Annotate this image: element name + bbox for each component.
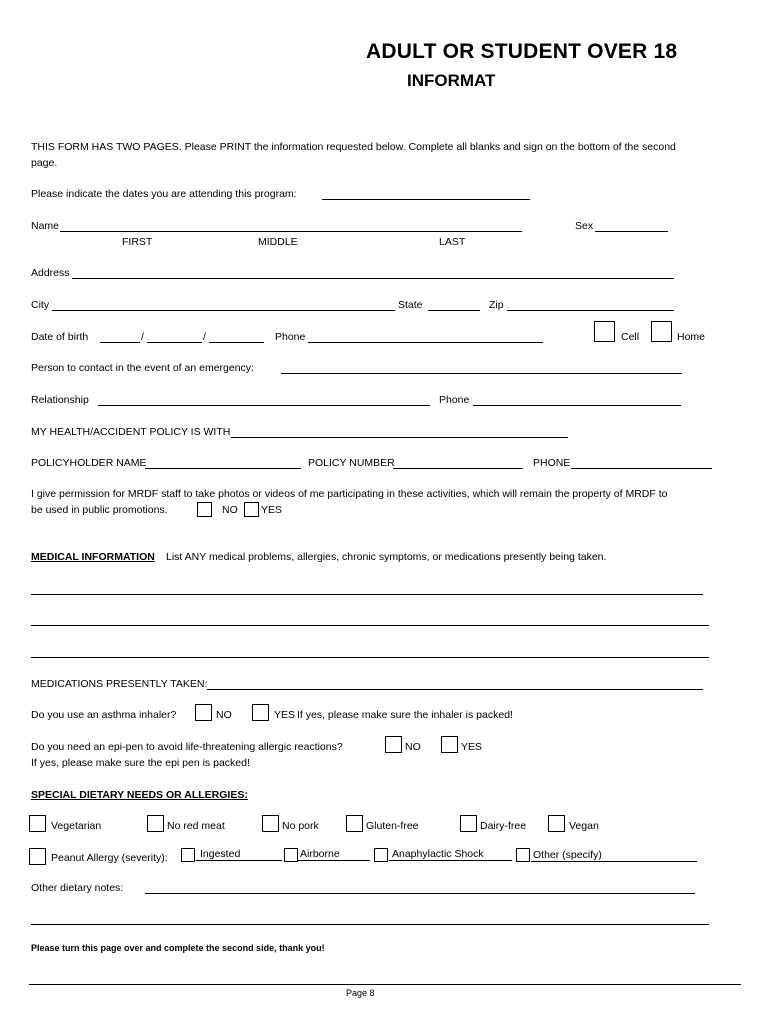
dob-label: Date of birth [31,331,89,343]
dairy-free-checkbox[interactable] [460,815,477,832]
other-notes-field[interactable] [31,924,709,925]
state-label: State [398,299,423,311]
zip-label: Zip [489,299,504,311]
home-checkbox[interactable] [651,321,672,342]
intro-line-2: page. [31,157,58,169]
dob-day-field[interactable] [147,342,202,343]
medical-heading: MEDICAL INFORMATION [31,551,155,563]
airborne-label: Airborne [300,848,340,860]
asthma-yes-label: YES [274,709,296,721]
airborne-underline [298,860,370,861]
dates-label: Please indicate the dates you are attending this program: [31,188,297,200]
name-field[interactable] [60,231,522,232]
form-title: ADULT OR STUDENT OVER 18 [366,40,678,63]
vegetarian-checkbox[interactable] [29,815,46,832]
ingested-underline [196,860,282,861]
epipen-no-label: NO [405,741,421,753]
first-caption: FIRST [122,236,153,248]
policyholder-label: POLICYHOLDER NAME [31,457,147,469]
dairy-free-label: Dairy-free [480,820,527,832]
no-pork-label: No pork [282,820,319,832]
relationship-phone-field[interactable] [473,405,681,406]
form-subtitle: INFORMAT [407,71,496,90]
anaphylactic-label: Anaphylactic Shock [392,848,484,860]
dob-separator: / [203,331,206,343]
phone-label: Phone [439,394,470,406]
asthma-yes-checkbox[interactable] [252,704,269,721]
peanut-allergy-label: Peanut Allergy (severity): [51,852,168,864]
name-label: Name [31,220,60,232]
permission-no-label: NO [222,504,238,516]
zip-field[interactable] [507,310,674,311]
sex-label: Sex [575,220,594,232]
middle-caption: MIDDLE [258,236,298,248]
city-label: City [31,299,50,311]
policy-number-field[interactable] [393,468,523,469]
state-field[interactable] [428,310,480,311]
vegan-label: Vegan [569,820,599,832]
epipen-yes-checkbox[interactable] [441,736,458,753]
medical-instruction: List ANY medical problems, allergies, chronic symptoms, or medications presently being taken. [166,551,607,563]
asthma-no-label: NO [216,709,232,721]
gluten-free-checkbox[interactable] [346,815,363,832]
home-label: Home [677,331,706,343]
permission-line-2: be used in public promotions. [31,504,168,516]
turn-over-note: Please turn this page over and complete the second side, thank you! [31,943,325,953]
ingested-checkbox[interactable] [181,848,195,862]
relationship-label: Relationship [31,394,89,406]
asthma-no-checkbox[interactable] [195,704,212,721]
policy-phone-label: PHONE [533,457,571,469]
emergency-field[interactable] [281,373,682,374]
last-caption: LAST [439,236,466,248]
permission-no-checkbox[interactable] [197,502,212,517]
city-field[interactable] [52,310,395,311]
medications-label: MEDICATIONS PRESENTLY TAKEN: [31,678,208,690]
dietary-heading: SPECIAL DIETARY NEEDS OR ALLERGIES: [31,789,248,801]
epipen-note: If yes, please make sure the epi pen is packed! [31,757,250,769]
dob-month-field[interactable] [100,342,140,343]
other-notes-field[interactable] [145,893,695,894]
airborne-checkbox[interactable] [284,848,298,862]
dob-separator: / [141,331,144,343]
footer-divider [29,984,741,985]
permission-yes-label: YES [261,504,283,516]
other-field[interactable] [531,861,697,862]
no-red-meat-label: No red meat [167,820,225,832]
vegan-checkbox[interactable] [548,815,565,832]
policy-label: MY HEALTH/ACCIDENT POLICY IS WITH [31,426,231,438]
permission-yes-checkbox[interactable] [244,502,259,517]
epipen-no-checkbox[interactable] [385,736,402,753]
cell-label: Cell [621,331,640,343]
address-label: Address [31,267,70,279]
medical-field-line[interactable] [31,594,703,595]
vegetarian-label: Vegetarian [51,820,102,832]
gluten-free-label: Gluten-free [366,820,419,832]
cell-checkbox[interactable] [594,321,615,342]
policyholder-field[interactable] [145,468,301,469]
epipen-yes-label: YES [461,741,483,753]
asthma-note: If yes, please make sure the inhaler is packed! [297,709,513,721]
other-label: Other (specify) [533,849,602,861]
policy-phone-field[interactable] [571,468,712,469]
epipen-question: Do you need an epi-pen to avoid life-threatening allergic reactions? [31,741,343,753]
anaphylactic-checkbox[interactable] [374,848,388,862]
medical-field-line[interactable] [31,625,709,626]
address-field[interactable] [72,278,674,279]
dob-year-field[interactable] [209,342,264,343]
other-notes-label: Other dietary notes: [31,882,124,894]
relationship-field[interactable] [98,405,430,406]
policy-field[interactable] [231,437,568,438]
medical-field-line[interactable] [31,657,709,658]
no-pork-checkbox[interactable] [262,815,279,832]
other-checkbox[interactable] [516,848,530,862]
dates-field[interactable] [322,199,530,200]
policy-number-label: POLICY NUMBER [308,457,395,469]
anaphylactic-underline [389,860,512,861]
page-number: Page 8 [346,988,375,998]
sex-field[interactable] [595,231,668,232]
permission-line-1: I give permission for MRDF staff to take photos or videos of me participating in these activities, which will remain the property of MRDF to [31,488,668,500]
no-red-meat-checkbox[interactable] [147,815,164,832]
phone-field[interactable] [308,342,543,343]
medications-field[interactable] [207,689,703,690]
asthma-question: Do you use an asthma inhaler? [31,709,177,721]
ingested-label: Ingested [200,848,241,860]
intro-line-1: THIS FORM HAS TWO PAGES. Please PRINT the information requested below. Complete all blanks and sign on the bottom of the second [31,141,676,153]
phone-label: Phone [275,331,306,343]
peanut-allergy-checkbox[interactable] [29,848,46,865]
emergency-label: Person to contact in the event of an emergency: [31,362,254,374]
